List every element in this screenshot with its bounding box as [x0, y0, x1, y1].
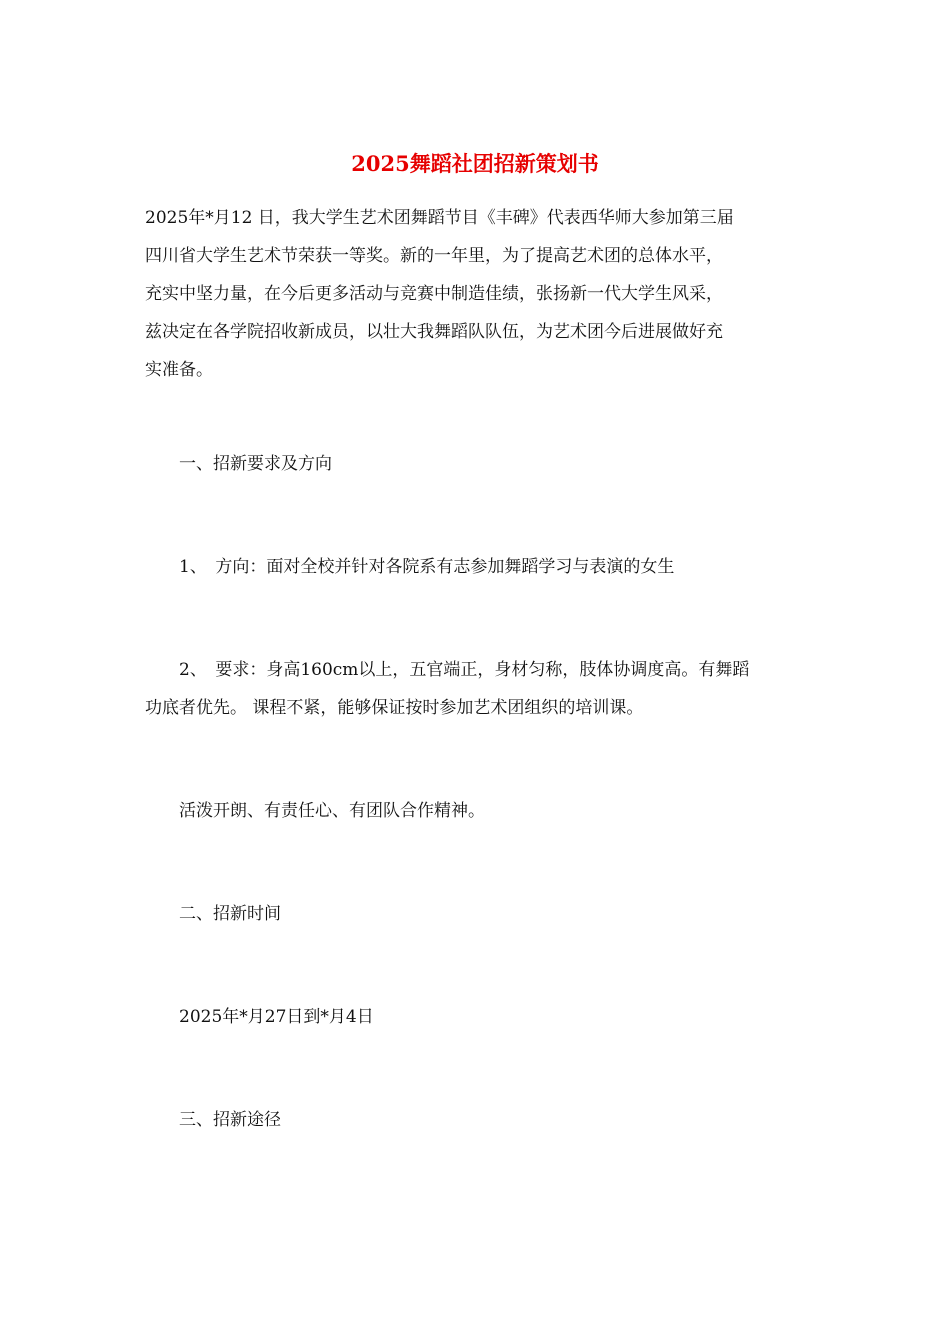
item-personality: 活泼开朗、有责任心、有团队合作精神。 — [145, 801, 485, 821]
intro-line: 2025年*月12 日，我大学生艺术团舞蹈节目《丰碑》代表西华师大参加第三届 — [145, 208, 734, 228]
recruitment-time: 2025年*月27日到*月4日 — [145, 1007, 374, 1027]
section-heading-time: 二、招新时间 — [145, 904, 281, 924]
item-direction: 1、 方向：面对全校并针对各院系有志参加舞蹈学习与表演的女生 — [145, 557, 675, 577]
document-title: 2025舞蹈社团招新策划书 — [351, 151, 599, 176]
item-requirements — [145, 651, 810, 727]
intro-paragraph — [145, 199, 810, 389]
intro-line: 兹决定在各学院招收新成员，以壮大我舞蹈队队伍，为艺术团今后进展做好充 — [145, 322, 723, 342]
intro-line: 充实中坚力量，在今后更多活动与竞赛中制造佳绩，张扬新一代大学生风采， — [145, 284, 723, 304]
item-requirements-line: 2、 要求：身高160cm以上，五官端正，身材匀称，肢体协调度高。有舞蹈 — [145, 660, 750, 680]
section-heading-requirements: 一、招新要求及方向 — [145, 454, 332, 474]
item-requirements-line: 功底者优先。 课程不紧，能够保证按时参加艺术团组织的培训课。 — [145, 698, 644, 718]
intro-line: 实准备。 — [145, 360, 213, 380]
intro-line: 四川省大学生艺术节荣获一等奖。新的一年里，为了提高艺术团的总体水平， — [145, 246, 723, 266]
section-heading-channels: 三、招新途径 — [145, 1110, 281, 1130]
